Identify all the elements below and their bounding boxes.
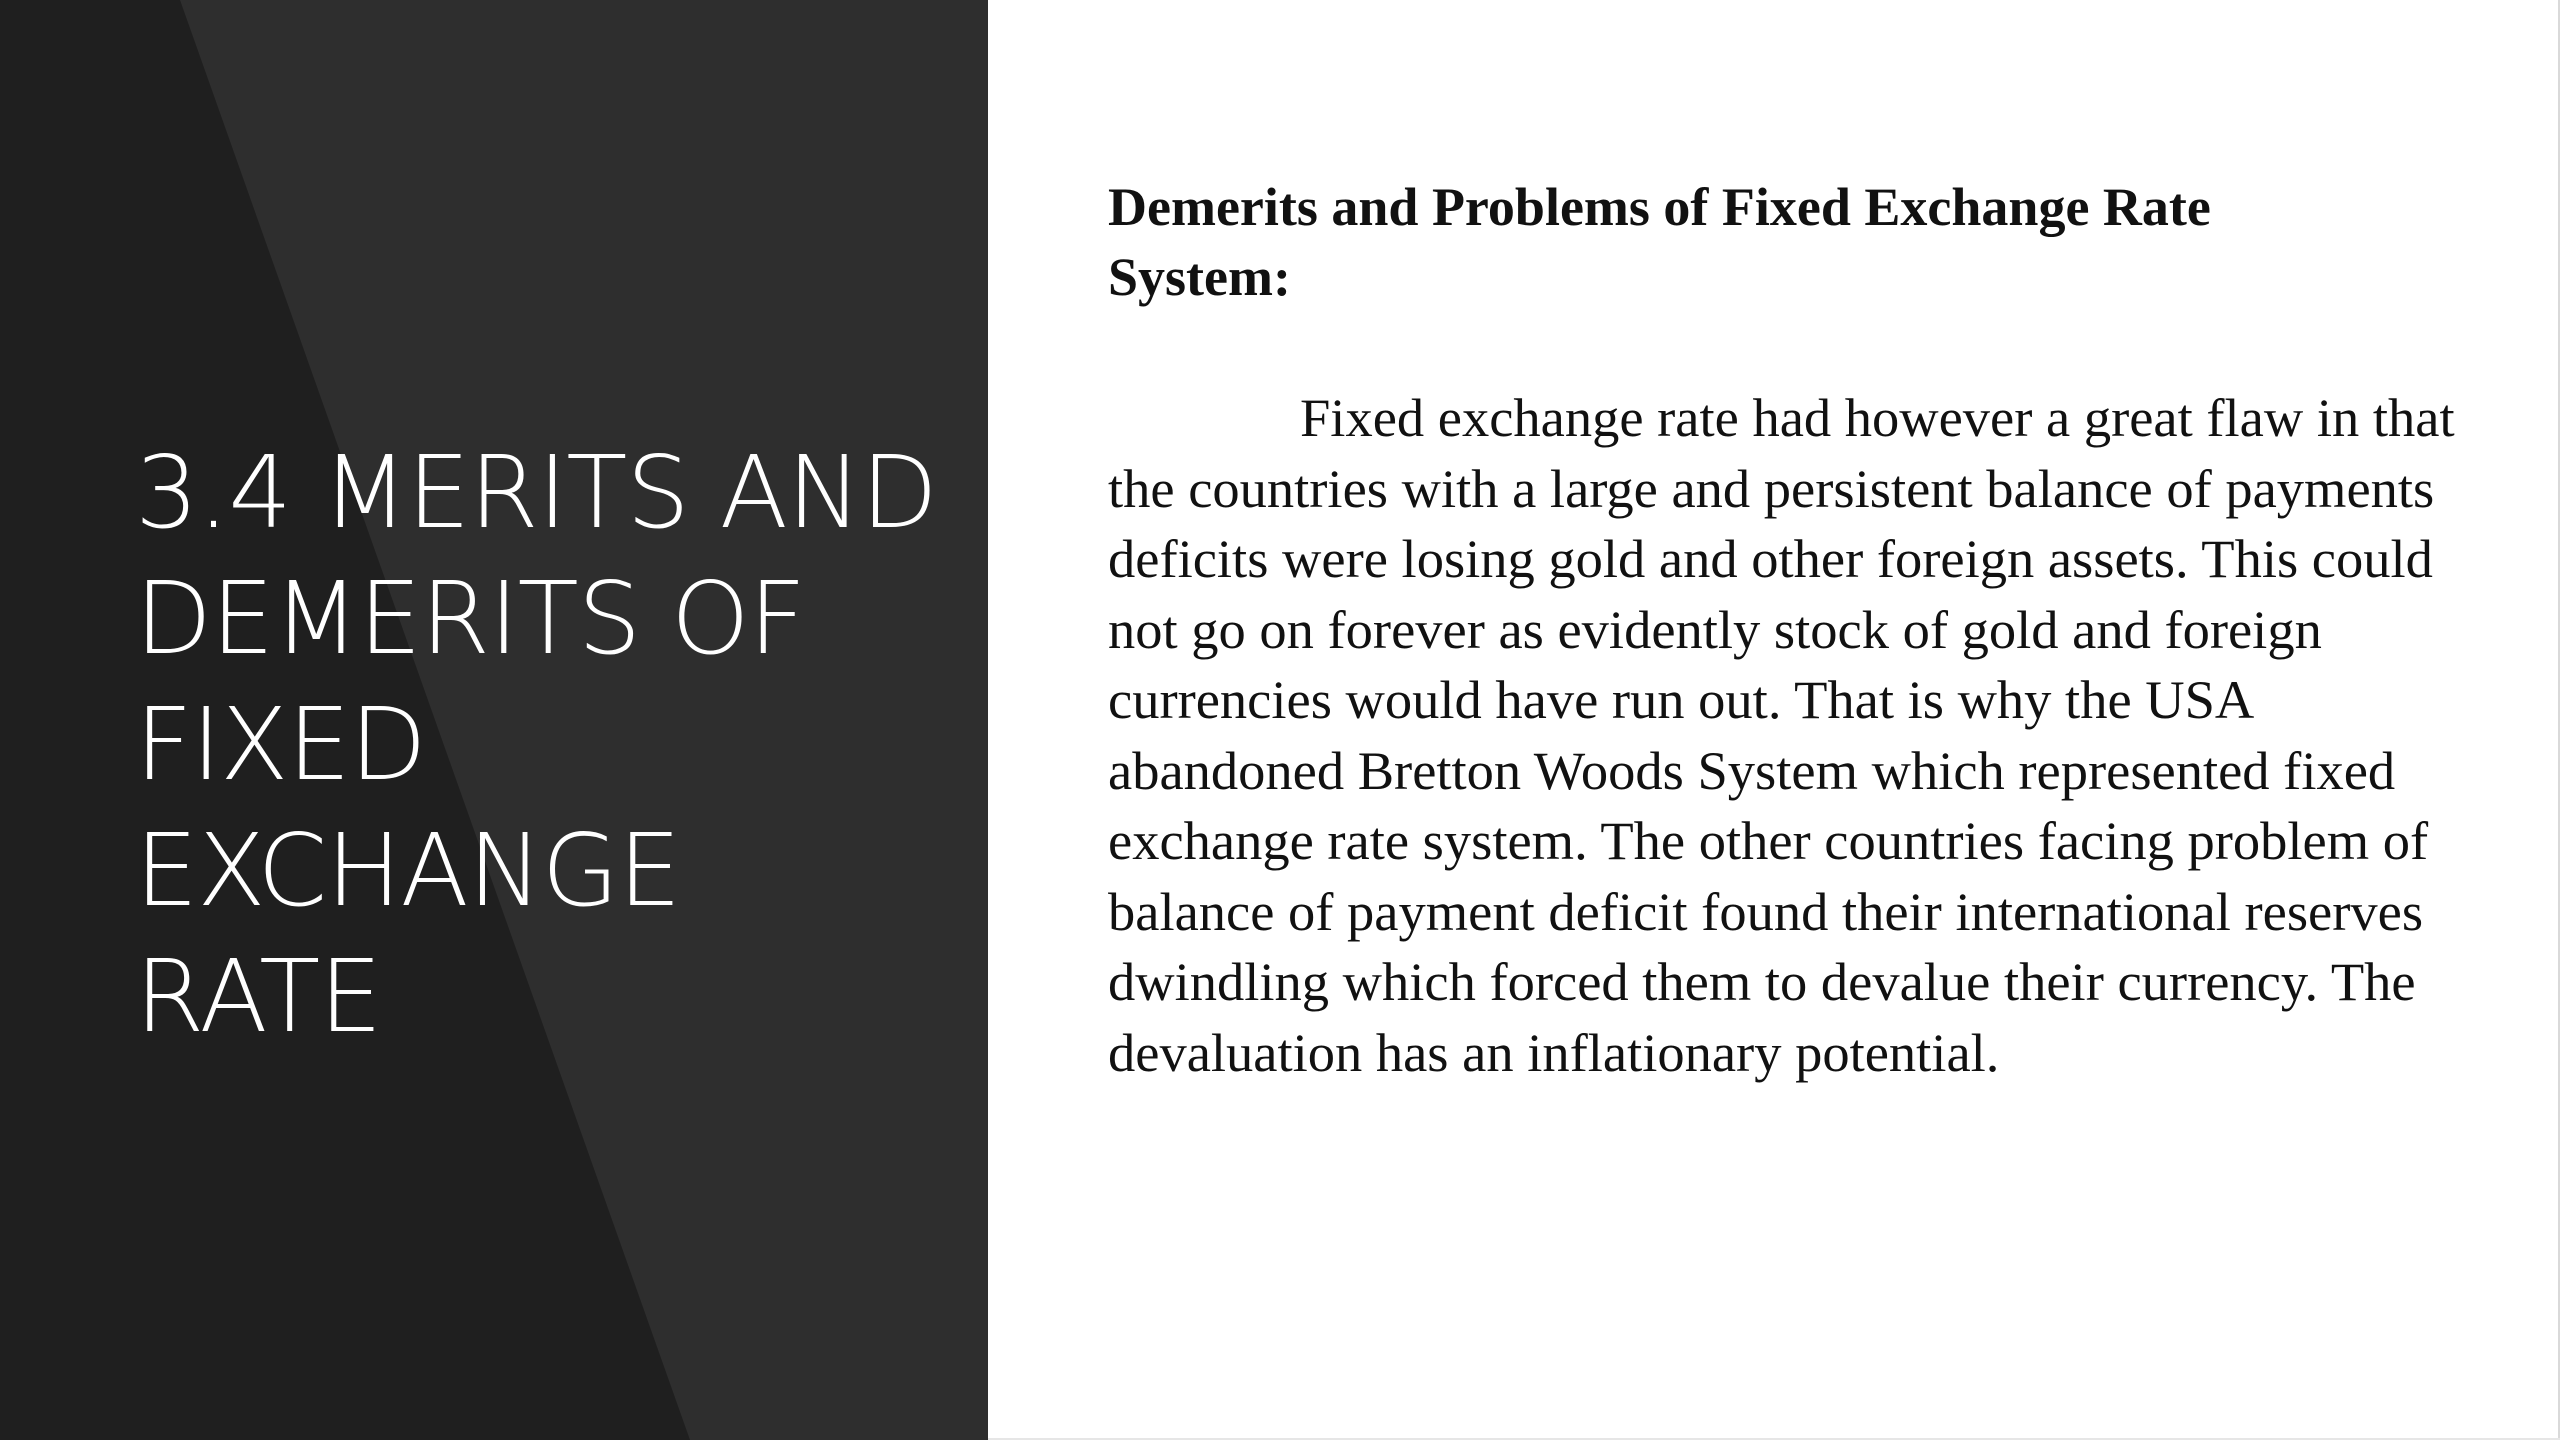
body-paragraph: Fixed exchange rate had however a great flaw in that the countries with a large and persistent balance of payments deficits were losing gold and other foreign assets. This could not go on forever as evidently stock of gold and foreign currencies would have run out. That is why the USA abandoned Bretton Woods System which represented fixed exchange rate system. The other countries facing problem of balance of payment deficit found their international reserves dwindling which forced them to devalue their currency. The devaluation has an inflationary potential. [1108,387,2455,1083]
content-body [1108,172,2468,1088]
section-heading: Demerits and Problems of Fixed Exchange Rate System: [1108,177,2211,307]
title-panel [0,0,988,1440]
content-panel [988,0,2560,1440]
slide-title: 3.4 MERITS AND DEMERITS OF FIXED EXCHANGE RATE [135,434,937,1055]
